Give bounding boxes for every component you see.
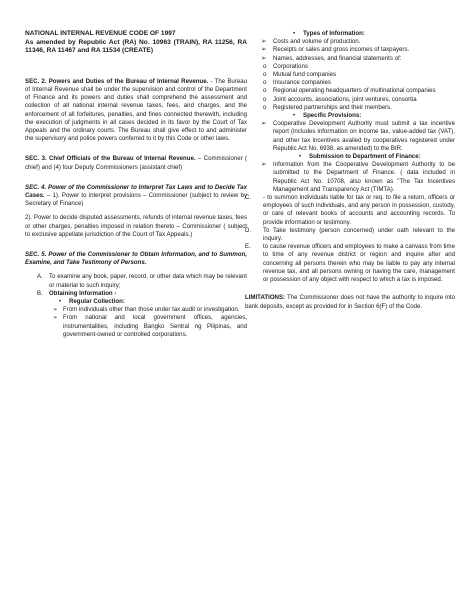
submission-heading <box>255 153 455 161</box>
list-item <box>255 79 455 87</box>
list-text-a: To examine any book, paper, record, or other data which may be relevant or material to such inquiry; <box>49 273 247 289</box>
section-4-body-1: – 1). Power to interpret provisions – Commissioner (subject to review by Secretary of Finance) <box>25 192 247 208</box>
section-3-body: – Commissioner ( chief) and (4) four Deputy Commissioners (assistant chief) <box>25 155 247 171</box>
dot-bullet-icon: • <box>59 298 62 306</box>
list-text-e: to cause revenue officers and employees to make a canvass from time to time of any revenue district or region and inquire after and concerning all persons therein who may be liable to pay any internal revenue tax, and all persons owning or having the care, management or possession of any object with respect to which a tax is imposed. <box>263 243 455 284</box>
list-text-d: To Take testimony (person concerned) under oath relevant to the inquiry. <box>263 226 455 243</box>
list-item <box>255 46 455 54</box>
types-heading-label: Types of Information: <box>303 30 365 37</box>
list-item <box>255 71 455 79</box>
list-item <box>255 96 455 104</box>
bullet-text: Registered partnerships and their members. <box>273 103 392 111</box>
arrow-bullet-icon: ➢ <box>261 54 267 62</box>
bullet-text: Joint accounts, associations, joint ventures, consortia <box>273 95 417 103</box>
specific-heading <box>255 112 455 120</box>
dot-bullet-icon: • <box>299 153 302 161</box>
arrow-bullet-icon: ➢ <box>53 315 58 322</box>
circle-bullet-icon: o <box>263 87 267 95</box>
list-text-c: - to summon individuals liable for tax or req. to file a return, officers or employees of such individuals, and any person in possession, custody, or care of relevant books of accounts and accounting records. To provide information or testimony. <box>263 194 455 226</box>
list-item <box>255 38 455 46</box>
bullet-text: Corporations <box>273 62 308 70</box>
list-text-b: Obtaining Information - <box>49 289 117 297</box>
section-5-heading: SEC. 5. Power of the Commissioner to Obtain Information, and to Summon, Examine, and Take Testimony of Persons. <box>25 251 247 267</box>
doc-title-line1: NATIONAL INTERNAL REVENUE CODE OF 1997 <box>25 30 176 37</box>
arrow-bullet-icon: ➢ <box>261 161 267 169</box>
circle-bullet-icon: o <box>263 95 267 103</box>
list-marker-d: D. <box>245 226 252 234</box>
bullet-text: Receipts or sales and gross incomes of taxpayers. <box>273 46 410 54</box>
section-3-heading: SEC. 3. Chief Officials of the Bureau of Internal Revenue. <box>25 155 196 163</box>
bullet-text: Mutual fund companies <box>273 71 337 79</box>
list-item <box>255 161 455 194</box>
list-item-d <box>245 227 455 243</box>
bullet-text: From individuals other than those under tax audit or investigation. <box>63 306 240 314</box>
submission-heading-label: Submission to Department of Finance: <box>309 153 421 161</box>
specific-heading-label: Specific Provisions: <box>303 112 362 120</box>
regular-collection-label: Regular Collection: <box>69 298 125 306</box>
arrow-bullet-icon: ➢ <box>261 120 267 128</box>
bullet-text: From national and local government offices, agencies, instrumentalities, including Bangko Sentral ng Pilipinas, and government-owned or controlled corporations. <box>63 314 247 338</box>
limitations-text: The Commissioner does not have the authority to inquire into bank deposits, except as provided for in Section 6(F) of the Code. <box>245 294 455 310</box>
list-marker-a: A. <box>37 273 43 281</box>
arrow-bullet-icon: ➢ <box>53 307 58 314</box>
limitations-label: LIMITATIONS: <box>245 294 286 302</box>
list-item <box>25 306 247 314</box>
list-marker-b: B. <box>37 289 43 297</box>
arrow-bullet-icon: ➢ <box>261 38 267 46</box>
list-item-e <box>245 243 455 284</box>
circle-bullet-icon: o <box>263 62 267 70</box>
list-item <box>25 314 247 339</box>
section-4-body-2: 2). Power to decide disputed assessments, refunds of internal revenue taxes, fees or other charges, penalties imposed in relation thereto – Commissioner ( subject to exclusive appellate jurisdiction of the Court of Tax Appeals.) <box>25 214 247 238</box>
section-4 <box>25 184 247 209</box>
bullet-text: Information from the Cooperative Development Authority to be submitted to the Department of Finance. ( data included in Republic Act No. 10708, also known as "The Tax Incentives Management and Transparency Act (TIMTA). <box>273 161 455 193</box>
list-item-b <box>25 290 247 298</box>
list-item <box>255 87 455 95</box>
circle-bullet-icon: o <box>263 103 267 111</box>
left-column <box>25 30 247 339</box>
types-heading <box>255 30 455 38</box>
bullet-text: Costs and volume of production. <box>273 38 361 46</box>
arrow-bullet-icon: ➢ <box>261 46 267 54</box>
list-item-c <box>245 194 455 227</box>
regular-collection <box>25 298 247 306</box>
dot-bullet-icon: • <box>293 112 296 120</box>
section-3 <box>25 155 247 171</box>
list-item <box>255 104 455 112</box>
dot-bullet-icon: • <box>293 30 296 37</box>
doc-title-line2: As amended by Republic Act (RA) No. 10963 (TRAIN), RA 11256, RA 11346, RA 11467 and RA 11534 (CREATE) <box>25 38 247 55</box>
list-item <box>255 55 455 63</box>
section-4-heading: SEC. 4. Power of the Commissioner to Interpret Tax Laws and to Decide Tax Cases. <box>25 183 247 200</box>
section-2-body: - The Bureau of Internal Revenue shall be under the supervision and control of the Department of Finance and its powers and duties shall comprehend the assessment and collection of all national internal revenue taxes, fees, and charges, and the enforcement of all forfeitures, penalties, and fines connected therewith, including the execution of judgments in all cases decided in its favor by the Court of Tax Appeals and the ordinary courts. The Bureau shall give effect to and administer the supervisory and police powers conferred to it by this Code or other laws. <box>25 77 247 143</box>
section-2 <box>25 78 247 144</box>
circle-bullet-icon: o <box>263 71 267 79</box>
bullet-text: Insurance companies <box>273 79 331 87</box>
bullet-text: Regional operating headquarters of multinational companies <box>273 87 436 95</box>
list-item <box>255 63 455 71</box>
list-item-a <box>25 273 247 289</box>
bullet-text: Cooperative Development Authority must submit a tax incentive report (includes information on income tax, value-added tax (VAT), and other tax incentives availed by cooperatives registered under Republic Act No. 6938, as amended) to the BIR. <box>273 120 455 152</box>
list-marker-c: C. <box>245 194 252 202</box>
list-marker-e: E. <box>245 243 251 251</box>
list-item <box>255 120 455 153</box>
circle-bullet-icon: o <box>263 79 267 87</box>
bullet-text: Names, addresses, and financial statements of: <box>273 54 402 62</box>
limitations <box>245 294 455 310</box>
right-column <box>245 30 455 311</box>
section-2-heading: SEC. 2. Powers and Duties of the Bureau of Internal Revenue. <box>25 77 209 85</box>
